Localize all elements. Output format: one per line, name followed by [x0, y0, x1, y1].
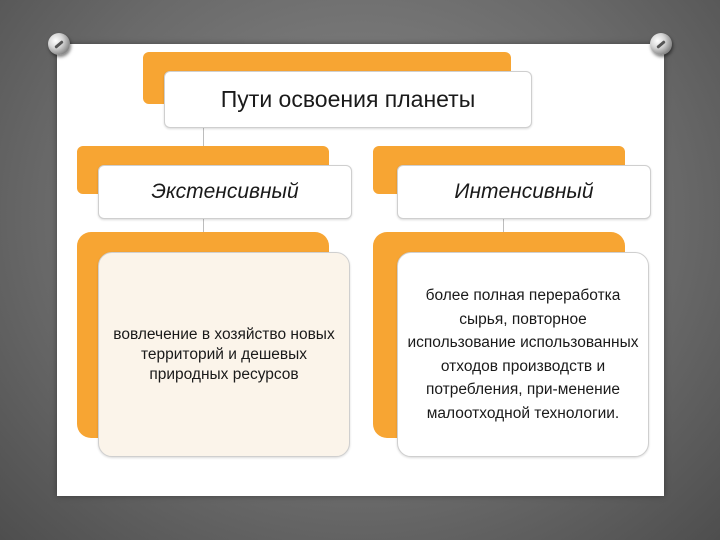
- pushpin-icon: [48, 33, 70, 55]
- diagram-title: Пути освоения планеты: [164, 71, 532, 128]
- pushpin-icon: [650, 33, 672, 55]
- intensive-description: более полная переработка сырья, повторное использование использованных отходов производств и потребления, при-менение малоотходной технологии.: [397, 252, 649, 457]
- extensive-heading: Экстенсивный: [98, 165, 352, 219]
- intensive-heading: Интенсивный: [397, 165, 651, 219]
- extensive-description: вовлечение в хозяйство новых территорий и дешевых природных ресурсов: [98, 252, 350, 457]
